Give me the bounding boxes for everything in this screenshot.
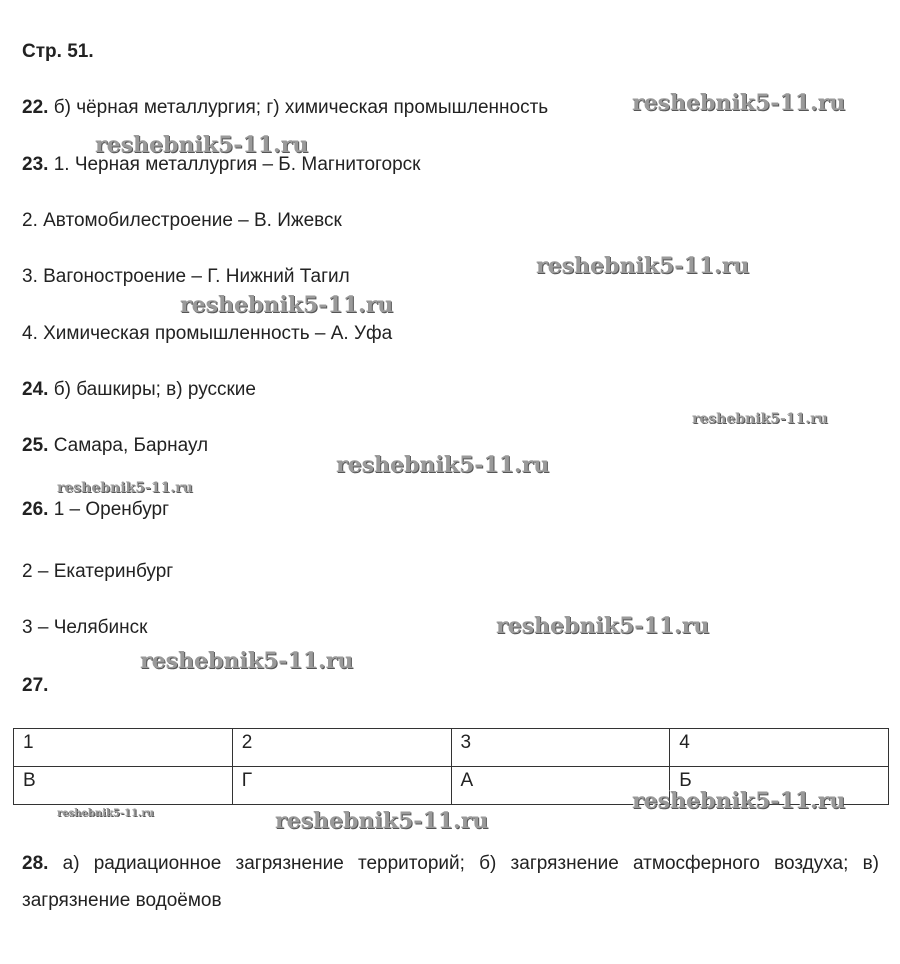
answer-23-item-3: 3. Вагоностроение – Г. Нижний Тагил [22,266,350,287]
table-cell: 4 [670,729,889,767]
watermark: reshebnik5-11.ru [632,788,846,814]
answer-text: б) башкиры; в) русские [48,379,256,400]
answer-22 [22,96,548,120]
answer-text: 1 – Оренбург [48,499,170,520]
answer-26-item-3: 3 – Челябинск [22,617,148,638]
answer-26 [22,498,169,522]
table-cell: В [14,767,233,805]
answer-23-item-4: 4. Химическая промышленность – А. Уфа [22,323,393,344]
table-cell: Г [232,767,451,805]
table-cell: Б [670,767,889,805]
answer-28 [22,845,879,919]
watermark: reshebnik5-11.ru [140,648,354,674]
answer-text: Самара, Барнаул [48,435,209,456]
answer-number: 25. [22,435,49,456]
watermark: reshebnik5-11.ru [95,132,309,158]
watermark: reshebnik5-11.ru [57,808,154,819]
answer-text: б) чёрная металлургия; г) химическая промышленность [48,97,549,118]
watermark: reshebnik5-11.ru [496,613,710,639]
watermark: reshebnik5-11.ru [692,411,828,427]
answer-23-item-2: 2. Автомобилестроение – В. Ижевск [22,210,342,231]
answer-number: 26. [22,499,49,520]
table-cell: 2 [232,729,451,767]
answer-25 [22,434,208,458]
answer-text: а) радиационное загрязнение территорий; б) загрязнение атмосферного воздуха; в) загрязнение водоёмов [22,853,879,911]
answer-text: 1. Черная металлургия – Б. Магнитогорск [48,154,421,175]
answer-27-number: 27. [22,675,49,696]
table-cell: 3 [451,729,670,767]
answer-number: 28. [22,853,49,874]
watermark: reshebnik5-11.ru [275,808,489,834]
watermark: reshebnik5-11.ru [632,90,846,116]
table-cell: А [451,767,670,805]
watermark: reshebnik5-11.ru [57,480,193,496]
answer-24 [22,378,256,402]
table-cell: 1 [14,729,233,767]
watermark: reshebnik5-11.ru [536,253,750,279]
watermark: reshebnik5-11.ru [336,452,550,478]
answer-number: 23. [22,154,49,175]
answer-26-item-2: 2 – Екатеринбург [22,561,174,582]
table-header-row [14,729,889,767]
answer-number: 22. [22,97,49,118]
page-number: Стр. 51. [22,41,94,62]
answer-number: 24. [22,379,49,400]
watermark: reshebnik5-11.ru [180,292,394,318]
